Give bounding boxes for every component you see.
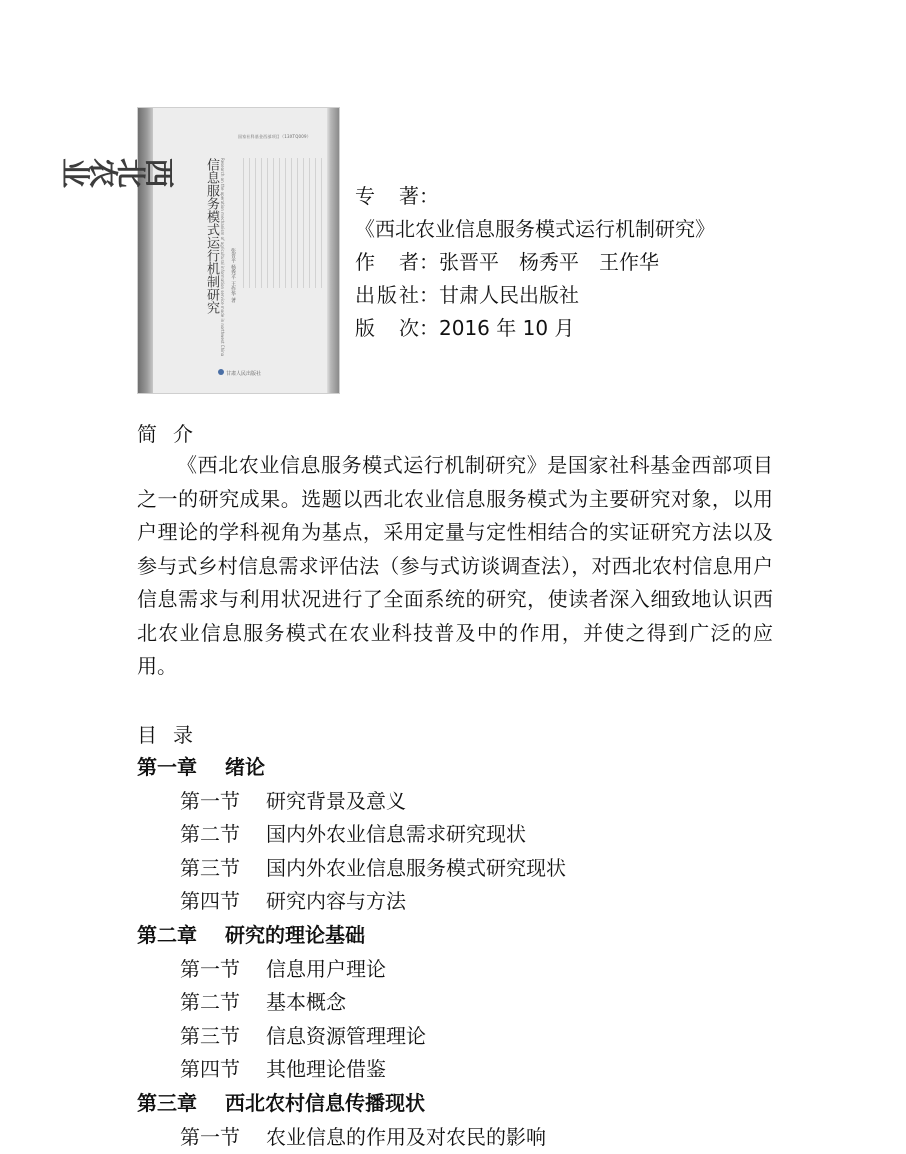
info-value-authors: 张晋平 杨秀平 王作华	[439, 250, 659, 274]
info-row-edition	[355, 312, 785, 345]
info-label: 专著	[355, 184, 419, 208]
section-number: 第二节	[180, 822, 240, 847]
toc-chapter-3	[137, 1087, 777, 1121]
cover-authors: 张晋平 杨秀平 王作华 著	[230, 248, 236, 303]
section-number: 第四节	[180, 1057, 240, 1082]
chapter-number: 第三章	[137, 1090, 197, 1115]
toc-heading: 目录	[137, 723, 209, 747]
info-row-authors	[355, 246, 785, 279]
section-number: 第一节	[180, 788, 240, 813]
section-title: 信息用户理论	[266, 956, 386, 981]
cover-series-line: 国家社科基金西部项目（13XTQ009）	[238, 134, 311, 139]
section-number: 第三节	[180, 1023, 240, 1048]
chapter-number: 第二章	[137, 922, 197, 947]
toc-section	[137, 1121, 777, 1154]
toc-section	[137, 818, 777, 852]
toc-section	[137, 953, 777, 987]
section-title: 研究内容与方法	[266, 889, 406, 914]
book-info	[355, 180, 785, 345]
chapter-title: 西北农村信息传播现状	[225, 1090, 425, 1115]
toc-section	[137, 785, 777, 819]
section-number: 第二节	[180, 990, 240, 1015]
info-label: 版次	[355, 316, 419, 340]
toc-chapter-1	[137, 751, 777, 785]
info-colon: ：	[419, 316, 439, 340]
chapter-number: 第一章	[137, 755, 197, 779]
info-value-title: 《西北农业信息服务模式运行机制研究》	[355, 217, 715, 241]
cover-title: 信息服务模式运行机制研究	[204, 158, 219, 314]
section-title: 农业信息的作用及对农民的影响	[266, 1124, 546, 1149]
info-value-publisher: 甘肃人民出版社	[439, 283, 579, 307]
info-value-edition: 2016 年 10 月	[439, 316, 575, 340]
section-title: 信息资源管理理论	[266, 1023, 426, 1048]
book-cover-image	[63, 107, 340, 394]
intro-heading: 简介	[137, 422, 209, 446]
info-label: 作者	[355, 250, 419, 274]
toc-section	[137, 885, 777, 919]
info-label: 出版社	[355, 283, 419, 307]
section-number: 第四节	[180, 889, 240, 914]
section-title: 国内外农业信息需求研究现状	[266, 822, 526, 847]
toc-section	[137, 1020, 777, 1054]
section-number: 第三节	[180, 855, 240, 880]
section-title: 其他理论借鉴	[266, 1057, 386, 1082]
chapter-title: 研究的理论基础	[225, 922, 365, 947]
section-number: 第一节	[180, 1124, 240, 1149]
toc-section	[137, 1053, 777, 1087]
info-colon: ：	[419, 250, 439, 274]
section-title: 基本概念	[266, 990, 346, 1015]
toc-section	[137, 852, 777, 886]
cover-big-title: 西北农业	[63, 152, 175, 187]
info-colon: ：	[419, 283, 439, 307]
cover-spine-shadow	[138, 108, 153, 393]
cover-edge-shadow	[327, 108, 339, 393]
publisher-logo-icon	[218, 369, 224, 375]
toc-chapter-2	[137, 919, 777, 953]
table-of-contents	[137, 751, 777, 1154]
info-row-publisher	[355, 279, 785, 312]
chapter-title: 绪论	[225, 755, 265, 779]
info-colon: ：	[419, 184, 439, 208]
intro-paragraph: 《西北农业信息服务模式运行机制研究》是国家社科基金西部项目之一的研究成果。选题以西北农业信息服务模式为主要研究对象，以用户理论的学科视角为基点，采用定量与定性相结合的实证研究方法以及参与式乡村信息需求评估法（参与式访谈调查法），对西北农村信息用户信息需求与利用状况进行了全面系统的研究，使读者深入细致地认识西北农业信息服务模式在农业科技普及中的作用，并使之得到广泛的应用。	[137, 453, 773, 678]
cover-subtitle: Research on the operation mechanism of agricultural information service mode in northwest China	[220, 158, 225, 357]
cover-decoration	[238, 158, 324, 288]
info-row-monograph	[355, 180, 785, 246]
toc-section	[137, 986, 777, 1020]
cover-publisher: 甘肃人民出版社	[226, 371, 262, 377]
section-number: 第一节	[180, 956, 240, 981]
section-title: 研究背景及意义	[266, 788, 406, 813]
section-title: 国内外农业信息服务模式研究现状	[266, 855, 566, 880]
